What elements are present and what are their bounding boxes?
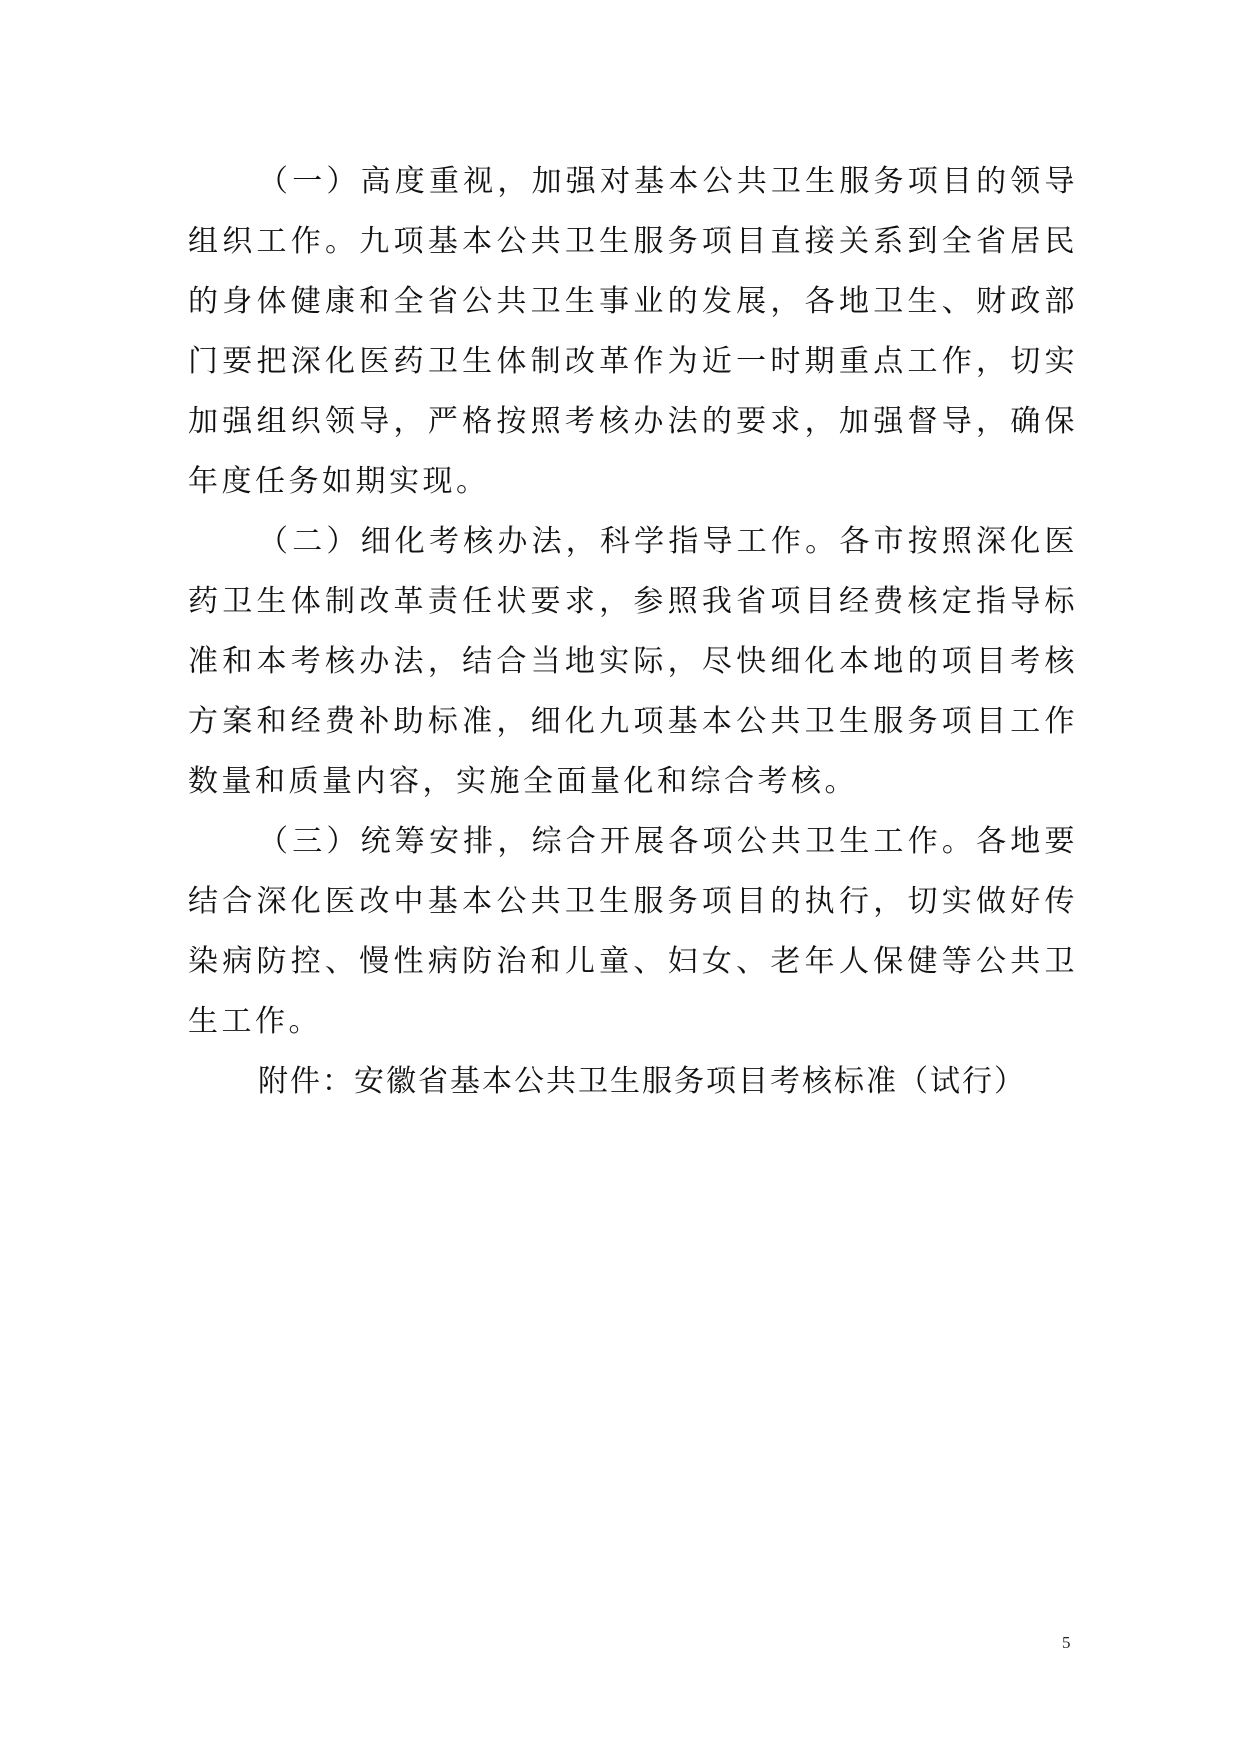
page-number: 5 bbox=[1062, 1633, 1071, 1652]
paragraph-assessment-method: （二）细化考核办法，科学指导工作。各市按照深化医药卫生体制改革责任状要求，参照我省项目经费核定指导标准和本考核办法，结合当地实际，尽快细化本地的项目考核方案和经费补助标准，细化九项基本公共卫生服务项目工作数量和质量内容，实施全面量化和综合考核。 bbox=[188, 524, 1078, 799]
paragraph-leadership: （一）高度重视，加强对基本公共卫生服务项目的领导组织工作。九项基本公共卫生服务项目直接关系到全省居民的身体健康和全省公共卫生事业的发展，各地卫生、财政部门要把深化医药卫生体制改革作为近一时期重点工作，切实加强组织领导，严格按照考核办法的要求，加强督导，确保年度任务如期实现。 bbox=[188, 164, 1078, 499]
paragraph-coordination: （三）统筹安排，综合开展各项公共卫生工作。各地要结合深化医改中基本公共卫生服务项目的执行，切实做好传染病防控、慢性病防治和儿童、妇女、老年人保健等公共卫生工作。 bbox=[188, 824, 1078, 1039]
document-body bbox=[188, 152, 1078, 1112]
attachment-line: 附件：安徽省基本公共卫生服务项目考核标准（试行） bbox=[258, 1064, 1026, 1099]
